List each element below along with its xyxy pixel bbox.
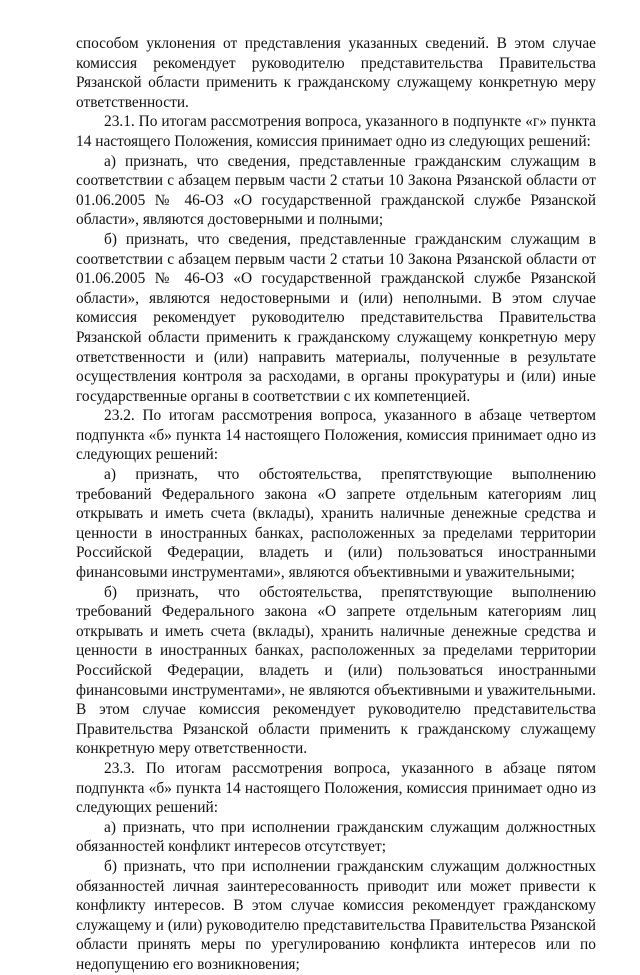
document-page [76, 34, 596, 975]
paragraph-23-3-a: а) признать, что при исполнении гражданским служащим должностных обязанностей конфликт интересов отсутствует; [76, 818, 596, 856]
paragraph-continuation: способом уклонения от представления указанных сведений. В этом случае комиссия рекомендует руководителю представительства Правительства Рязанской области применить к гражданскому служащему конкретную меру ответственности. [76, 35, 596, 111]
paragraph-23-1-a: а) признать, что сведения, представленные гражданским служащим в соответствии с абзацем первым части 2 статьи 10 Закона Рязанской области от 01.06.2005 № 46-ОЗ «О государственной гражданской службе Рязанской области», являются достоверными и полными; [76, 152, 596, 229]
paragraph-23-2-b: б) признать, что обстоятельства, препятствующие выполнению требований Федерального закона «О запрете отдельным категориям лиц открывать и иметь счета (вклады), хранить наличные денежные средства и ценности в иностранных банках, расположенных за пределами территории Российской Федерации, владеть и (или) пользоваться иностранными финансовыми инструментами», не являются объективными и уважительными. В этом случае комиссия рекомендует руководителю представительства Правительства Рязанской области применить к гражданскому служащему конкретную меру ответственности. [76, 583, 596, 758]
paragraph-23-3-b: б) признать, что при исполнении гражданским служащим должностных обязанностей личная заинтересованность приводит или может привести к конфликту интересов. В этом случае комиссия рекомендует гражданскому служащему и (или) руководителю представительства Правительства Рязанской области принять меры по урегулированию конфликта интересов или по недопущению его возникновения; [76, 857, 596, 973]
paragraph-23-1-b: б) признать, что сведения, представленные гражданским служащим в соответствии с абзацем первым части 2 статьи 10 Закона Рязанской области от 01.06.2005 № 46-ОЗ «О государственной гражданской службе Рязанской области», являются недостоверными и (или) неполными. В этом случае комиссия рекомендует руководителю представительства Правительства Рязанской области применить к гражданскому служащему конкретную меру ответственности и (или) направить материалы, полученные в результате осуществления контроля за расходами, в органы прокуратуры и (или) иные государственные органы в соответствии с их компетенцией. [76, 230, 596, 405]
paragraph-23-3: 23.3. По итогам рассмотрения вопроса, указанного в абзаце пятом подпункта «б» пункта 14 настоящего Положения, комиссия принимает одно из следующих решений: [76, 759, 596, 817]
paragraph-23-2-a: а) признать, что обстоятельства, препятствующие выполнению требований Федерального закона «О запрете отдельным категориям лиц открывать и иметь счета (вклады), хранить наличные денежные средства и ценности в иностранных банках, расположенных за пределами территории Российской Федерации, владеть и (или) пользоваться иностранными финансовыми инструментами», являются объективными и уважительными; [76, 466, 596, 582]
paragraph-23-2: 23.2. По итогам рассмотрения вопроса, указанного в абзаце четвертом подпункта «б» пункта 14 настоящего Положения, комиссия принимает одно из следующих решений: [76, 407, 596, 464]
paragraph-23-1: 23.1. По итогам рассмотрения вопроса, указанного в подпункте «г» пункта 14 настоящего Положения, комиссия принимает одно из следующих решений: [76, 113, 596, 150]
